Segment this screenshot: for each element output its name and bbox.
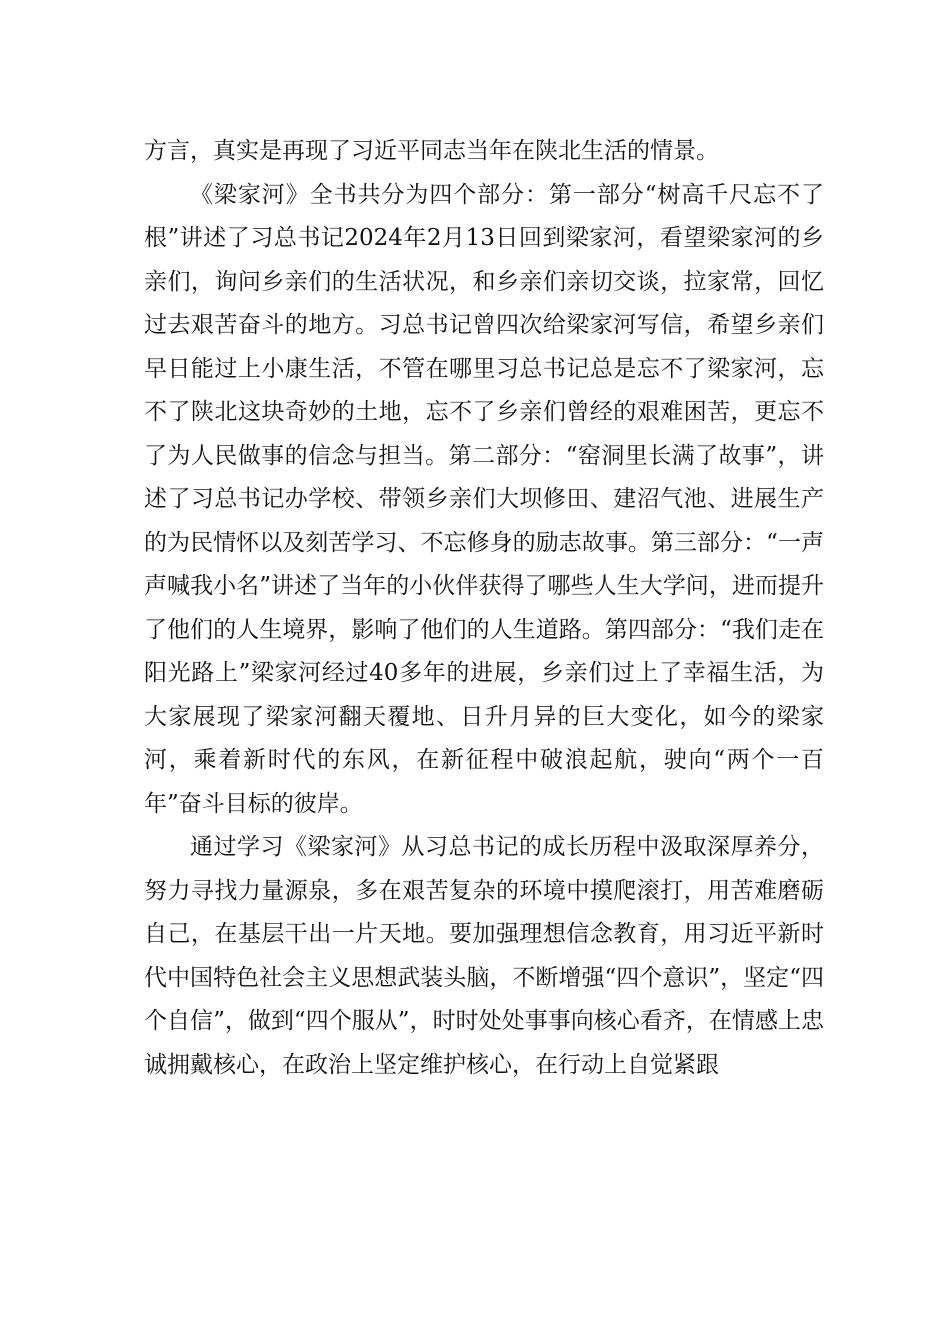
paragraph-book-overview: 《梁家河》全书共分为四个部分：第一部分“树高千尺忘不了根”讲述了习总书记2024年2月13日回到梁家河，看望梁家河的乡亲们，询问乡亲们的生活状况，和乡亲们亲切交谈，拉家常，回忆过去艰苦奋斗的地方。习总书记曾四次给梁家河写信，希望乡亲们早日能过上小康生活，不管在哪里习总书记总是忘不了梁家河，忘不了陕北这块奇妙的土地，忘不了乡亲们曾经的艰难困苦，更忘不了为人民做事的信念与担当。第二部分：“窑洞里长满了故事”，讲述了习总书记办学校、带领乡亲们大坝修田、建沼气池、进展生产的为民情怀以及刻苦学习、不忘修身的励志故事。第三部分：“一声声喊我小名”讲述了当年的小伙伴获得了哪些人生大学问，进而提升了他们的人生境界，影响了他们的人生道路。第四部分：“我们走在阳光路上”梁家河经过40多年的进展，乡亲们过上了幸福生活，为大家展现了梁家河翻天覆地、日升月异的巨大变化，如今的梁家河，乘着新时代的东风，在新征程中破浪起航，驶向“两个一百年”奋斗目标的彼岸。 — [144, 181, 824, 817]
paragraph-continuation: 方言，真实是再现了习近平同志当年在陕北生活的情景。 — [144, 138, 719, 164]
paragraph-study-reflection: 通过学习《梁家河》从习总书记的成长历程中汲取深厚养分，努力寻找力量源泉，多在艰苦复杂的环境中摸爬滚打，用苦难磨砺自己，在基层干出一片天地。要加强理想信念教育，用习近平新时代中国特色社会主义思想武装头脑，不断增强“四个意识”，坚定“四个自信”，做到“四个服从”，时时处处事事向核心看齐，在情感上忠诚拥戴核心，在政治上坚定维护核心，在行动上自觉紧跟 — [144, 834, 824, 1078]
document-body — [144, 130, 824, 1087]
